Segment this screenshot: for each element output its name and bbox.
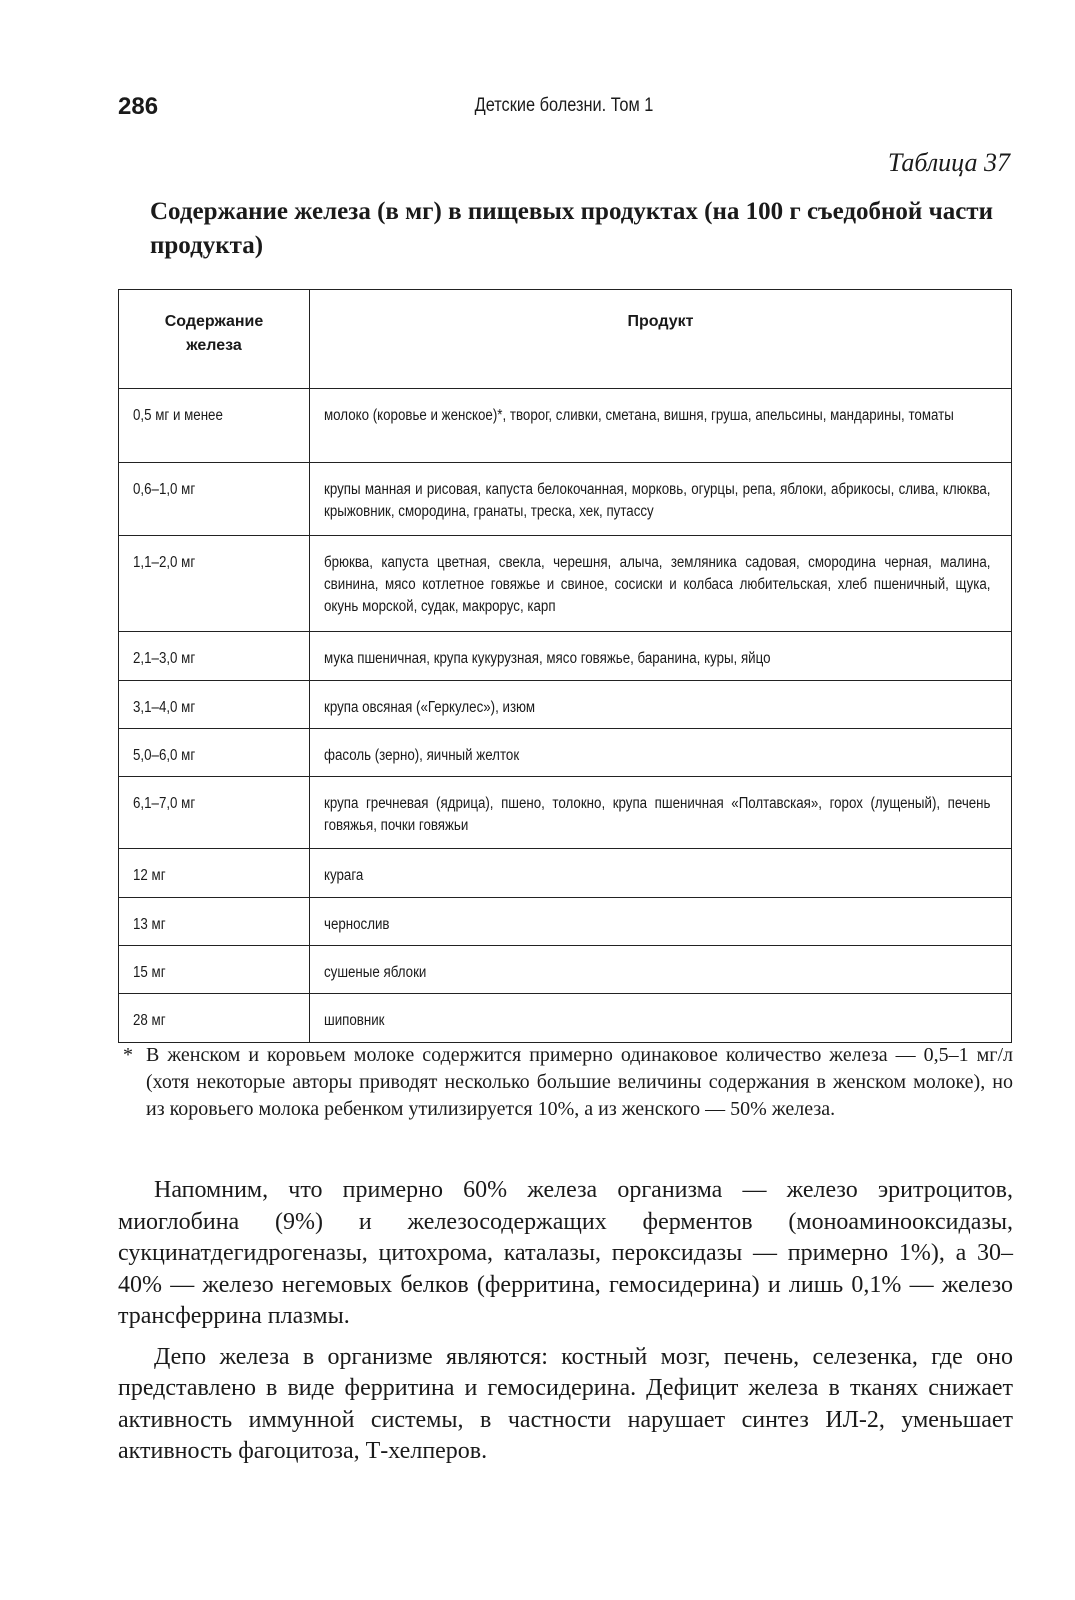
table-title: Содержание железа (в мг) в пищевых продуктах (на 100 г съедобной части продукта) <box>150 198 993 259</box>
cell-iron-content: 2,1–3,0 мг <box>119 632 310 681</box>
table-row <box>119 777 1012 849</box>
cell-product: крупа гречневая (ядрица), пшено, толокно, крупа пшеничная «Полтавская», горох (лущеный), печень говяжья, почки говяжьи <box>310 777 1012 849</box>
column-header-product: Продукт <box>310 290 1012 389</box>
table-footnote <box>118 1042 1013 1123</box>
cell-product: фасоль (зерно), яичный желток <box>310 729 1012 777</box>
paragraph: Напомним, что примерно 60% железа организма — железо эритроцитов, миоглобина (9%) и железосодержащих ферментов (моноаминооксидазы, сукцинатдегидрогеназы, цитохрома, каталазы, пероксидазы — примерно 1%), а 30–40% — железо негемовых белков (ферритина, гемосидерина) и лишь 0,1% — железо трансферрина плазмы. <box>118 1177 1013 1329</box>
table-label: Таблица 37 <box>887 148 1010 177</box>
table-row <box>119 898 1012 946</box>
cell-product: шиповник <box>310 994 1012 1043</box>
cell-iron-content: 1,1–2,0 мг <box>119 536 310 632</box>
iron-content-table <box>118 289 1012 1043</box>
table-row <box>119 463 1012 536</box>
table-row <box>119 389 1012 463</box>
cell-product: брюква, капуста цветная, свекла, черешня, алыча, земляника садовая, смородина черная, малина, свинина, мясо котлетное говяжье и свиное, сосиски и колбаса любительская, хлеб пшеничный, щука, окунь морской, судак, макрорус, карп <box>310 536 1012 632</box>
table-row <box>119 536 1012 632</box>
table-row <box>119 946 1012 994</box>
cell-product: крупы манная и рисовая, капуста белокочанная, морковь, огурцы, репа, яблоки, абрикосы, слива, клюква, крыжовник, смородина, гранаты, треска, хек, путассу <box>310 463 1012 536</box>
table-header-row <box>119 290 1012 389</box>
cell-iron-content: 3,1–4,0 мг <box>119 681 310 729</box>
cell-product: сушеные яблоки <box>310 946 1012 994</box>
table-row <box>119 681 1012 729</box>
cell-iron-content: 0,6–1,0 мг <box>119 463 310 536</box>
cell-iron-content: 13 мг <box>119 898 310 946</box>
table-row <box>119 849 1012 898</box>
cell-product: чернослив <box>310 898 1012 946</box>
body-text <box>118 1175 1013 1477</box>
cell-product: курага <box>310 849 1012 898</box>
paragraph: Депо железа в организме являются: костный мозг, печень, селезенка, где оно представлено в виде ферритина и гемосидерина. Дефицит железа в тканях снижает активность иммунной системы, в частности нарушает синтез ИЛ-2, уменьшает активность фагоцитоза, Т-хелперов. <box>118 1343 1013 1464</box>
cell-product: молоко (коровье и женское)*, творог, сливки, сметана, вишня, груша, апельсины, мандарины, томаты <box>310 389 1012 463</box>
footnote-marker: * <box>123 1044 133 1066</box>
running-title: Детские болезни. Том 1 <box>474 95 654 116</box>
table-row <box>119 729 1012 777</box>
cell-product: крупа овсяная («Геркулес»), изюм <box>310 681 1012 729</box>
cell-iron-content: 0,5 мг и менее <box>119 389 310 463</box>
table-row <box>119 994 1012 1043</box>
cell-iron-content: 6,1–7,0 мг <box>119 777 310 849</box>
page-number: 286 <box>118 93 159 120</box>
cell-iron-content: 5,0–6,0 мг <box>119 729 310 777</box>
cell-iron-content: 28 мг <box>119 994 310 1043</box>
cell-iron-content: 15 мг <box>119 946 310 994</box>
table-row <box>119 632 1012 681</box>
cell-product: мука пшеничная, крупа кукурузная, мясо говяжье, баранина, куры, яйцо <box>310 632 1012 681</box>
page-header <box>118 93 1010 129</box>
cell-iron-content: 12 мг <box>119 849 310 898</box>
column-header-content: Содержание железа <box>119 290 310 389</box>
footnote-text: В женском и коровьем молоке содержится примерно одинаковое количество железа — 0,5–1 мг/л (хотя некоторые авторы приводят несколько большие величины содержания в женском молоке), но из коровьего молока ребенком утилизируется 10%, а из женского — 50% железа. <box>146 1044 1013 1120</box>
